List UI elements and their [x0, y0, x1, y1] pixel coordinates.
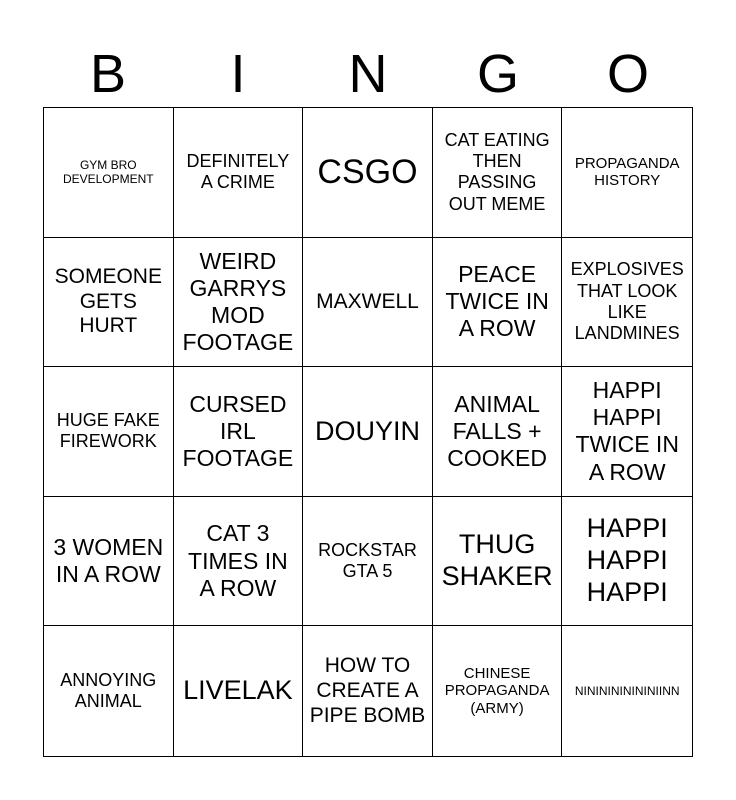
- cell-text: HUGE FAKE FIREWORK: [56, 410, 160, 452]
- bingo-cell[interactable]: [562, 367, 692, 497]
- cell-text: ANNOYING ANIMAL: [60, 669, 157, 712]
- cell-text: NININININININIINN: [574, 684, 680, 699]
- header-letter-i: I: [230, 44, 246, 104]
- cell-text: LIVELAK: [183, 675, 293, 706]
- bingo-cell[interactable]: [303, 367, 433, 497]
- cell-text: PEACE TWICE IN A ROW: [445, 261, 549, 342]
- bingo-cell[interactable]: [433, 497, 563, 627]
- bingo-cell[interactable]: [562, 497, 692, 627]
- bingo-cell[interactable]: [174, 497, 304, 627]
- cell-text: HAPPI HAPPI TWICE IN A ROW: [575, 377, 679, 485]
- cell-text: CAT EATING THEN PASSING OUT MEME: [444, 129, 550, 214]
- cell-text: ANIMAL FALLS + COOKED: [447, 390, 547, 472]
- bingo-cell[interactable]: [433, 626, 563, 756]
- header-letter-o: O: [606, 44, 649, 104]
- bingo-cell[interactable]: [303, 108, 433, 238]
- bingo-cell[interactable]: [44, 626, 174, 756]
- bingo-cell[interactable]: [433, 108, 563, 238]
- bingo-cell[interactable]: [44, 238, 174, 368]
- cell-text: HAPPI HAPPI HAPPI: [586, 513, 668, 608]
- cell-text: CHINESE PROPAGANDA (ARMY): [444, 664, 550, 718]
- bingo-cell[interactable]: [44, 367, 174, 497]
- cell-text: CSGO: [317, 153, 418, 192]
- header-letter-g: G: [476, 44, 519, 104]
- cell-text: EXPLOSIVES THAT LOOK LIKE LANDMINES: [570, 259, 684, 344]
- bingo-cell[interactable]: [174, 108, 304, 238]
- cell-text: SOMEONE GETS HURT: [54, 264, 162, 338]
- bingo-cell[interactable]: [303, 497, 433, 627]
- cell-text: WEIRD GARRYS MOD FOOTAGE: [182, 247, 294, 356]
- cell-text: CURSED IRL FOOTAGE: [182, 390, 294, 472]
- bingo-cell[interactable]: [174, 238, 304, 368]
- bingo-cell[interactable]: [44, 108, 174, 238]
- bingo-header: [43, 42, 693, 106]
- bingo-cell[interactable]: [433, 367, 563, 497]
- cell-text: CAT 3 TIMES IN A ROW: [188, 520, 288, 601]
- bingo-cell[interactable]: [562, 626, 692, 756]
- cell-text: DEFINITELY A CRIME: [186, 151, 290, 193]
- bingo-cell[interactable]: [303, 626, 433, 756]
- bingo-cell[interactable]: [562, 238, 692, 368]
- bingo-cell[interactable]: [433, 238, 563, 368]
- cell-text: 3 WOMEN IN A ROW: [53, 533, 164, 588]
- bingo-cell[interactable]: [174, 367, 304, 497]
- cell-text: PROPAGANDA HISTORY: [574, 154, 680, 190]
- bingo-board: [43, 107, 693, 757]
- header-letter-b: B: [89, 44, 127, 104]
- bingo-cell[interactable]: [303, 238, 433, 368]
- header-letter-n: N: [348, 44, 388, 104]
- cell-text: ROCKSTAR GTA 5: [318, 539, 417, 582]
- cell-text: GYM BRO DEVELOPMENT: [62, 158, 154, 187]
- cell-text: MAXWELL: [316, 289, 419, 313]
- cell-text: DOUYIN: [314, 415, 420, 446]
- cell-text: THUG SHAKER: [441, 529, 553, 592]
- bingo-cell[interactable]: [562, 108, 692, 238]
- cell-text: HOW TO CREATE A PIPE BOMB: [309, 654, 426, 727]
- bingo-cell[interactable]: [174, 626, 304, 756]
- bingo-cell[interactable]: [44, 497, 174, 627]
